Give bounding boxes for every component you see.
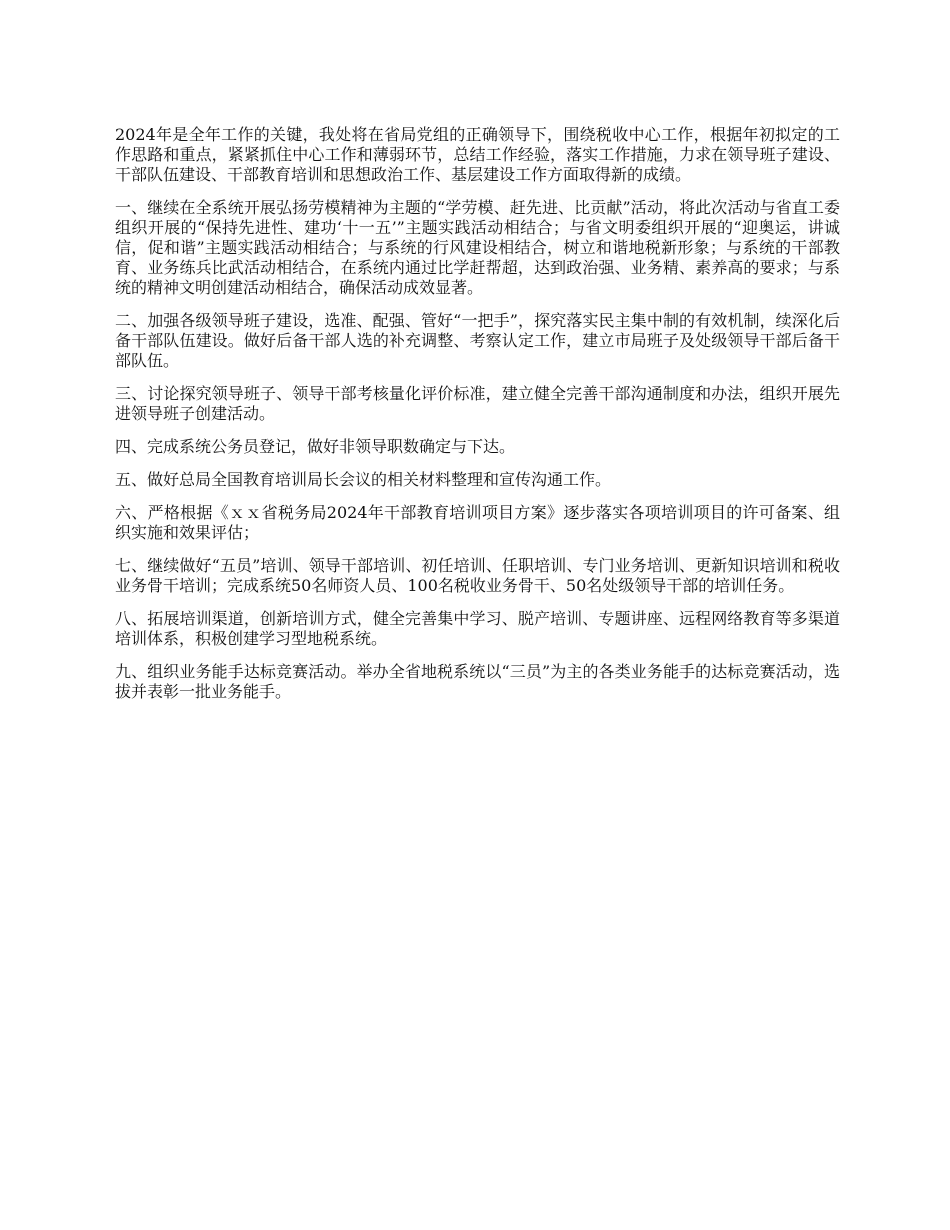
item-8-paragraph: 八、拓展培训渠道，创新培训方式，健全完善集中学习、脱产培训、专题讲座、远程网络教育等多渠道培训体系，积极创建学习型地税系统。 (115, 609, 840, 648)
item-7-paragraph: 七、继续做好“五员”培训、领导干部培训、初任培训、任职培训、专门业务培训、更新知识培训和税收业务骨干培训；完成系统50名师资人员、100名税收业务骨干、50名处级领导干部的培训任务。 (115, 556, 840, 595)
item-4-paragraph: 四、完成系统公务员登记，做好非领导职数确定与下达。 (115, 437, 516, 456)
item-6-paragraph: 六、严格根据《ｘｘ省税务局2024年干部教育培训项目方案》逐步落实各项培训项目的许可备案、组织实施和效果评估； (115, 503, 840, 542)
item-1-paragraph: 一、继续在全系统开展弘扬劳模精神为主题的“学劳模、赶先进、比贡献”活动，将此次活动与省直工委组织开展的“保持先进性、建功‘十一五’”主题实践活动相结合；与省文明委组织开展的“迎奥运，讲诚信，促和谐”主题实践活动相结合；与系统的行风建设相结合，树立和谐地税新形象；与系统的干部教育、业务练兵比武活动相结合，在系统内通过比学赶帮超，达到政治强、业务精、素养高的要求；与系统的精神文明创建活动相结合，确保活动成效显著。 (115, 198, 840, 297)
item-3-paragraph: 三、讨论探究领导班子、领导干部考核量化评价标准，建立健全完善干部沟通制度和办法，组织开展先进领导班子创建活动。 (115, 384, 840, 423)
item-5-paragraph: 五、做好总局全国教育培训局长会议的相关材料整理和宣传沟通工作。 (115, 470, 612, 489)
item-2-paragraph: 二、加强各级领导班子建设，选准、配强、管好“一把手”，探究落实民主集中制的有效机制，续深化后备干部队伍建设。做好后备干部人选的补充调整、考察认定工作，建立市局班子及处级领导干部后备干部队伍。 (115, 311, 840, 370)
item-9-paragraph: 九、组织业务能手达标竞赛活动。举办全省地税系统以“三员”为主的各类业务能手的达标竞赛活动，选拔并表彰一批业务能手。 (115, 662, 840, 701)
intro-paragraph: 2024年是全年工作的关键，我处将在省局党组的正确领导下，围绕税收中心工作，根据年初拟定的工作思路和重点，紧紧抓住中心工作和薄弱环节，总结工作经验，落实工作措施，力求在领导班子建设、干部队伍建设、干部教育培训和思想政治工作、基层建设工作方面取得新的成绩。 (115, 125, 840, 184)
document-body (115, 125, 840, 715)
